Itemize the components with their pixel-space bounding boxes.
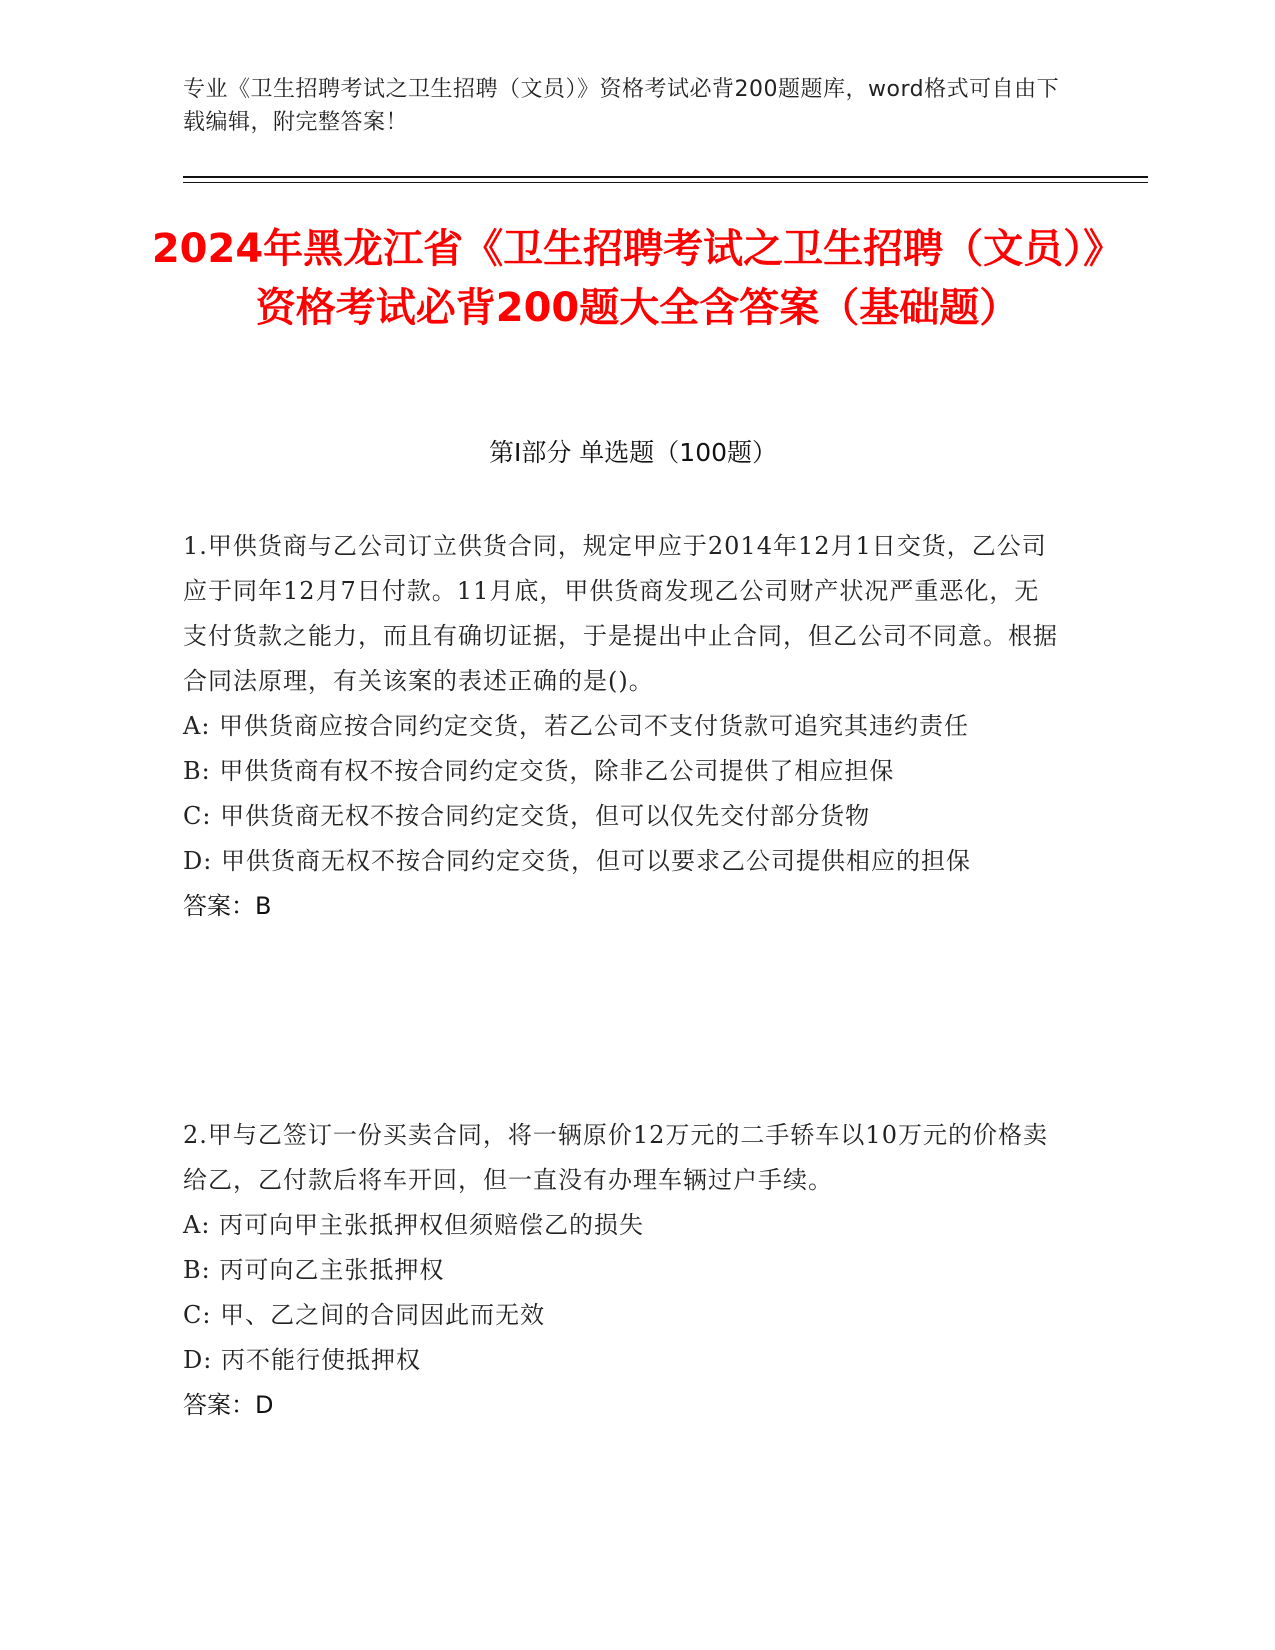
option-a: A: 丙可向甲主张抵押权但须赔偿乙的损失 (183, 1211, 645, 1239)
option-c: C: 甲、乙之间的合同因此而无效 (183, 1301, 546, 1329)
header-note: 专业《卫生招聘考试之卫生招聘（文员）》资格考试必背200题题库，word格式可自由下载编辑，附完整答案！ (183, 77, 1060, 135)
option-d: D: 丙不能行使抵押权 (183, 1346, 421, 1374)
answer-line: 答案：D (183, 1391, 274, 1419)
question-1 (183, 524, 1063, 929)
question-2 (183, 1113, 1063, 1428)
question-stem: 2.甲与乙签订一份买卖合同，将一辆原价12万元的二手轿车以10万元的价格卖给乙，乙付款后将车开回，但一直没有办理车辆过户手续。 (183, 1121, 1048, 1194)
header-rule-thick (183, 176, 1148, 178)
option-c: C: 甲供货商无权不按合同约定交货，但可以仅先交付部分货物 (183, 802, 871, 830)
option-d: D: 甲供货商无权不按合同约定交货，但可以要求乙公司提供相应的担保 (183, 847, 971, 875)
document-title: 2024年黑龙江省《卫生招聘考试之卫生招聘（文员）》资格考试必背200题大全含答案（基础题） (151, 226, 1124, 331)
option-b: B: 丙可向乙主张抵押权 (183, 1256, 445, 1284)
section-heading: 第Ⅰ部分 单选题（100题） (488, 438, 778, 467)
question-stem: 1.甲供货商与乙公司订立供货合同，规定甲应于2014年12月1日交货，乙公司应于同年12月7日付款。11月底，甲供货商发现乙公司财产状况严重恶化，无支付货款之能力，而且有确切证据，于是提出中止合同，但乙公司不同意。根据合同法原理，有关该案的表述正确的是()。 (183, 532, 1058, 695)
answer-line: 答案：B (183, 892, 272, 920)
option-a: A: 甲供货商应按合同约定交货，若乙公司不支付货款可追究其违约责任 (183, 712, 970, 740)
option-b: B: 甲供货商有权不按合同约定交货，除非乙公司提供了相应担保 (183, 757, 895, 785)
header-rule-thin (183, 182, 1148, 183)
